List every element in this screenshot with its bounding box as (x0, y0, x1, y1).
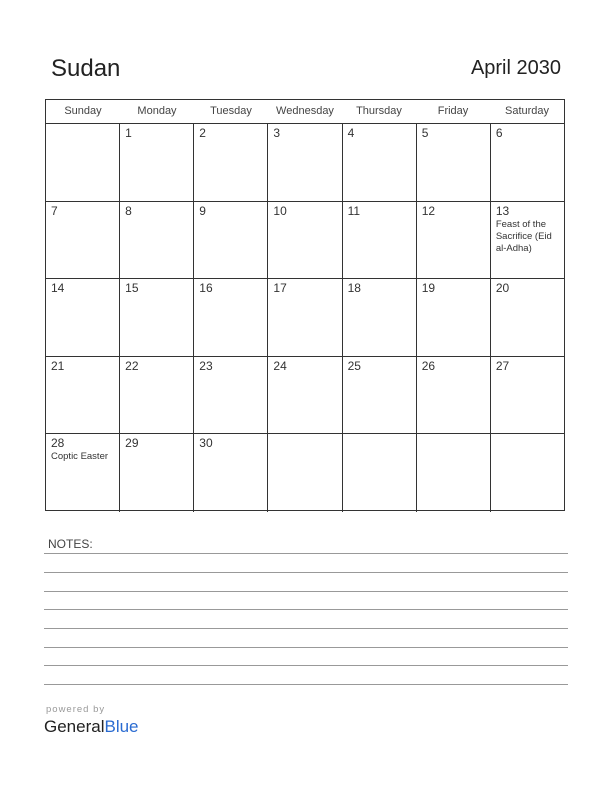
brand-general: General (44, 717, 105, 736)
day-number: 15 (125, 281, 139, 295)
day-number: 14 (51, 281, 65, 295)
day-number: 12 (421, 203, 436, 218)
day-cell (119, 357, 193, 434)
month-year-title: April 2030 (470, 57, 561, 79)
day-number: 8 (125, 203, 132, 218)
day-number: 10 (273, 203, 287, 218)
day-cell (416, 434, 490, 512)
notes-label: NOTES: (48, 537, 93, 551)
day-cell (490, 434, 564, 512)
day-number: 5 (421, 126, 429, 140)
day-cell (267, 202, 341, 279)
day-number: 22 (125, 358, 139, 373)
day-cell (490, 357, 564, 434)
note-line (44, 628, 568, 629)
day-number: 27 (495, 358, 510, 373)
note-line (44, 647, 568, 648)
day-number: 23 (199, 358, 213, 373)
day-number: 2 (199, 126, 206, 140)
note-line (44, 665, 568, 666)
week-row-5 (46, 434, 564, 512)
week-row-2 (46, 202, 564, 280)
day-number: 13 (495, 203, 510, 218)
day-cell (193, 434, 267, 512)
day-number: 25 (347, 358, 361, 373)
day-cell (416, 124, 490, 201)
day-cell (416, 357, 490, 434)
day-cell (342, 202, 416, 279)
day-cell (490, 279, 564, 356)
day-number: 19 (421, 281, 436, 295)
day-number: 20 (495, 281, 510, 295)
day-cell (193, 202, 267, 279)
weekday-monday: Monday (137, 105, 177, 117)
day-cell (46, 202, 119, 279)
day-number: 26 (421, 358, 436, 373)
day-number: 3 (273, 126, 281, 140)
day-number: 16 (199, 281, 213, 295)
note-line (44, 684, 568, 685)
day-cell (267, 124, 341, 201)
day-cell (342, 434, 416, 512)
day-number: 9 (199, 203, 206, 218)
day-number: 21 (51, 358, 65, 373)
week-row-3 (46, 279, 564, 357)
weekday-sunday: Sunday (64, 105, 102, 117)
day-cell (119, 279, 193, 356)
weekday-wednesday: Wednesday (276, 105, 334, 117)
day-cell (119, 202, 193, 279)
day-number: 29 (125, 436, 139, 450)
day-number: 24 (273, 358, 287, 373)
weekday-friday: Friday (437, 105, 469, 117)
day-number: 17 (273, 281, 287, 295)
weekday-header-row (46, 100, 564, 124)
day-number: 18 (347, 281, 361, 295)
holiday-label: Coptic Easter (51, 451, 109, 462)
weekday-tuesday: Tuesday (210, 105, 252, 117)
day-cell (119, 434, 193, 512)
weekday-saturday: Saturday (504, 105, 550, 117)
day-number: 28 (51, 436, 65, 450)
powered-by-label: powered by (46, 704, 106, 715)
note-line (44, 591, 568, 592)
day-cell (342, 279, 416, 356)
day-cell (46, 124, 119, 201)
day-cell (342, 357, 416, 434)
generalblue-logo (44, 717, 139, 737)
day-number: 4 (347, 126, 355, 140)
day-cell (342, 124, 416, 201)
week-row-4 (46, 357, 564, 435)
day-cell (490, 124, 564, 201)
weekday-thursday: Thursday (356, 105, 402, 117)
day-cell (193, 124, 267, 201)
day-number: 30 (199, 436, 213, 450)
day-cell (193, 279, 267, 356)
day-cell (193, 357, 267, 434)
day-cell (46, 434, 119, 512)
note-line (44, 553, 568, 554)
day-cell (267, 279, 341, 356)
holiday-label: Feast of the Sacrifice (Eid al-Adha) (495, 218, 552, 254)
day-cell (46, 357, 119, 434)
day-number: 1 (125, 126, 132, 140)
day-cell (416, 279, 490, 356)
day-cell (267, 434, 341, 512)
calendar-grid (45, 99, 565, 511)
note-line (44, 609, 568, 610)
day-cell (267, 357, 341, 434)
day-cell (490, 202, 564, 279)
day-number: 6 (495, 126, 503, 140)
note-line (44, 572, 568, 573)
day-cell (416, 202, 490, 279)
week-row-1 (46, 124, 564, 202)
day-cell (119, 124, 193, 201)
day-number: 11 (347, 203, 361, 218)
day-cell (46, 279, 119, 356)
country-title: Sudan (51, 55, 121, 82)
day-number: 7 (51, 203, 58, 218)
brand-blue: Blue (104, 717, 139, 736)
